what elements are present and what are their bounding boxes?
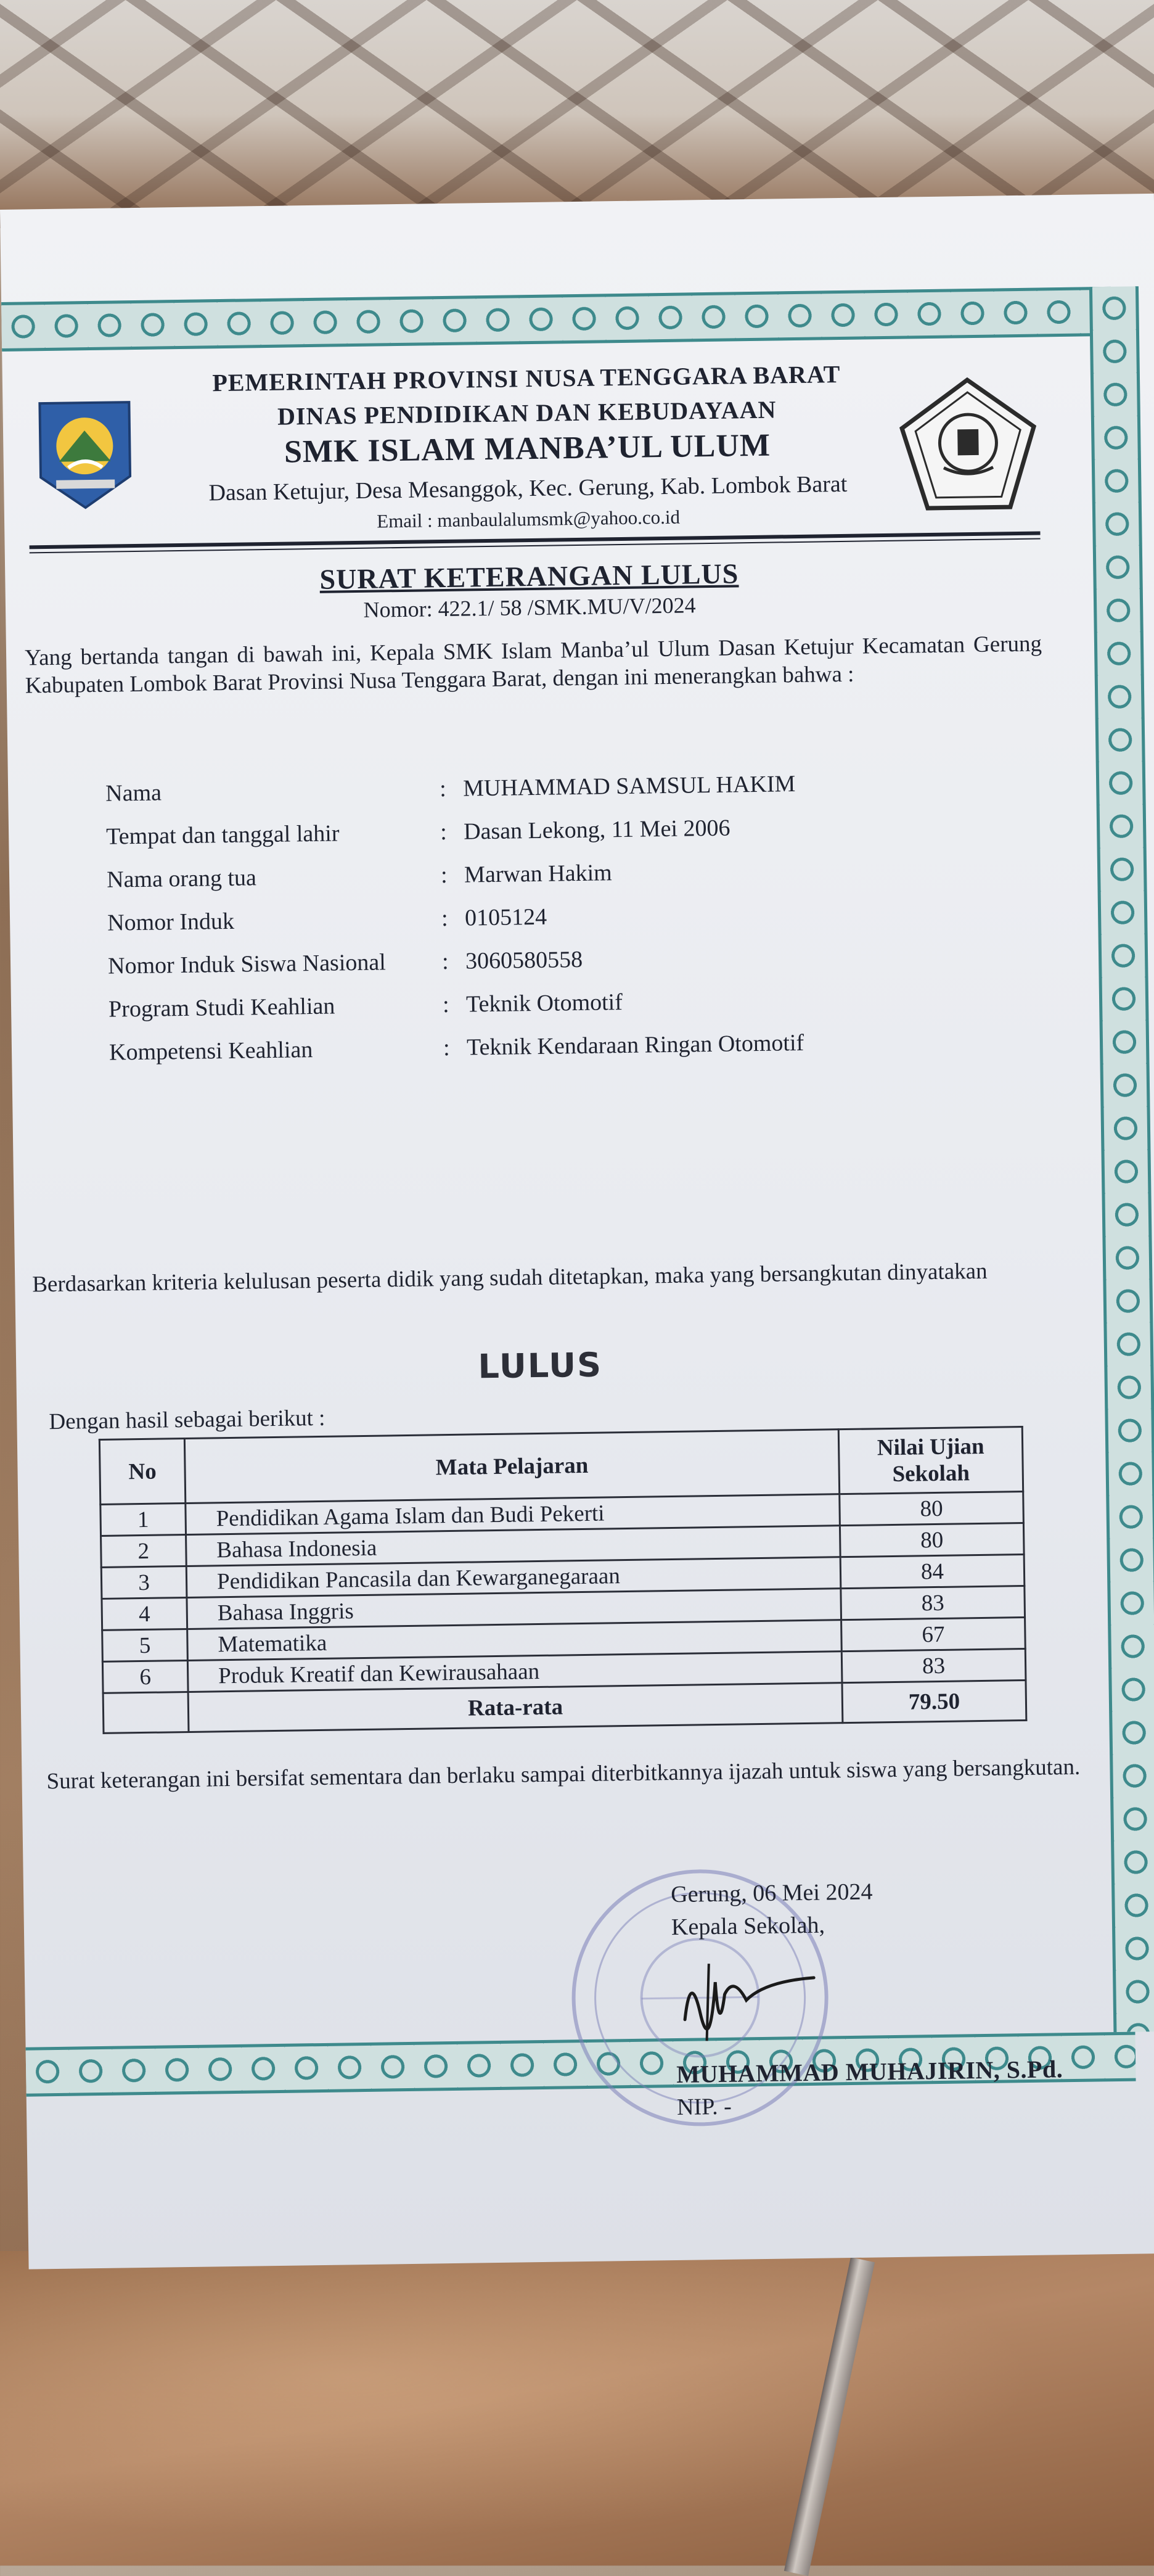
header-score-line2: Sekolah: [892, 1460, 970, 1487]
grades-table: [99, 1426, 1028, 1734]
field-label-birth: Tempat dan tanggal lahir: [105, 820, 340, 850]
ornamental-border-top: [1, 287, 1111, 352]
handwritten-signature: [672, 1956, 821, 2044]
field-value-name: MUHAMMAD SAMSUL HAKIM: [462, 771, 796, 802]
signature-name: MUHAMMAD MUHAJIRIN, S.Pd.: [676, 2055, 1063, 2088]
field-label-name: Nama: [105, 780, 162, 807]
field-label-competency: Kompetensi Keahlian: [108, 1037, 313, 1066]
basis-paragraph: Berdasarkan kriteria kelulusan peserta didik yang sudah ditetapkan, maka yang bersangkutan dinyatakan: [32, 1258, 988, 1298]
field-value-birth: Dasan Lekong, 11 Mei 2006: [463, 815, 730, 845]
header-school-name: SMK ISLAM MANBA’UL ULUM: [284, 427, 771, 470]
header-address: Dasan Ketujur, Desa Mesanggok, Kec. Gerung, Kab. Lombok Barat: [208, 471, 848, 506]
row-subject: Bahasa Inggris: [187, 1589, 841, 1629]
intro-paragraph: Yang bertanda tangan di bawah ini, Kepala SMK Islam Manba’ul Ulum Dasan Ketujur Kecamatan Gerung Kabupaten Lombok Barat Provinsi Nusa Tenggara Barat, dengan ini menerangkan bahwa :: [24, 631, 1042, 699]
field-colon: :: [441, 905, 448, 932]
row-no: 2: [101, 1534, 187, 1567]
closing-paragraph: Surat keterangan ini bersifat sementara dan berlaku sampai diterbitkannya ijazah untuk siswa yang bersangkutan.: [46, 1754, 1081, 1795]
row-no: 3: [101, 1566, 187, 1599]
row-no: 5: [102, 1629, 188, 1661]
header-email: Email : manbaulalumsmk@yahoo.co.id: [376, 506, 681, 532]
field-value-parent: Marwan Hakim: [464, 860, 612, 888]
row-no: 1: [100, 1504, 186, 1536]
row-score: 83: [841, 1649, 1026, 1683]
background-floor-top: [0, 0, 1154, 228]
average-no-cell: [103, 1692, 189, 1733]
result-intro: Dengan hasil sebagai berikut :: [49, 1405, 325, 1435]
field-colon: :: [439, 775, 447, 802]
background-floor-bottom: [0, 2251, 1154, 2566]
table-header-row: [99, 1427, 1023, 1505]
field-colon: :: [441, 948, 449, 975]
field-label-program: Program Studi Keahlian: [108, 993, 335, 1023]
row-score: 84: [840, 1555, 1025, 1589]
field-label-student-number: Nomor Induk: [107, 908, 235, 936]
province-emblem-icon: [33, 396, 137, 514]
signature-nip: NIP. -: [676, 2093, 732, 2120]
row-no: 6: [102, 1660, 188, 1693]
signature-role: Kepala Sekolah,: [671, 1912, 825, 1941]
row-score: 83: [841, 1586, 1025, 1620]
row-subject: Pendidikan Pancasila dan Kewarganegaraan: [186, 1557, 841, 1598]
graduation-verdict: LULUS: [478, 1345, 603, 1386]
field-colon: :: [440, 818, 448, 846]
row-score: 80: [840, 1492, 1024, 1526]
row-subject: Matematika: [187, 1620, 842, 1661]
header-score: [838, 1427, 1023, 1494]
header-no: No: [99, 1439, 185, 1505]
header-subject: Mata Pelajaran: [184, 1430, 839, 1504]
signature-place-date: Gerung, 06 Mei 2024: [670, 1879, 873, 1908]
field-colon: :: [442, 991, 449, 1018]
header-department-line: DINAS PENDIDIKAN DAN KEBUDAYAAN: [277, 395, 777, 430]
average-value: 79.50: [842, 1681, 1026, 1723]
average-label: Rata-rata: [188, 1683, 843, 1732]
certificate-paper: [0, 194, 1154, 2269]
header-government-line: PEMERINTAH PROVINSI NUSA TENGGARA BARAT: [212, 360, 841, 397]
row-subject: Bahasa Indonesia: [186, 1526, 841, 1566]
school-logo-icon: [896, 374, 1040, 518]
row-score: 80: [840, 1523, 1024, 1557]
field-value-nisn: 3060580558: [465, 946, 583, 974]
header-score-line1: Nilai Ujian: [877, 1433, 984, 1461]
field-label-parent: Nama orang tua: [106, 865, 257, 893]
document-title: SURAT KETERANGAN LULUS: [319, 558, 739, 595]
row-no: 4: [102, 1597, 187, 1630]
row-subject: Pendidikan Agama Islam dan Budi Pekerti: [186, 1494, 840, 1535]
row-score: 67: [841, 1618, 1026, 1652]
row-subject: Produk Kreatif dan Kewirausahaan: [187, 1652, 842, 1692]
field-colon: :: [440, 862, 448, 889]
field-value-student-number: 0105124: [464, 903, 547, 931]
field-value-program: Teknik Otomotif: [465, 989, 623, 1018]
field-colon: :: [443, 1034, 450, 1061]
field-label-nisn: Nomor Induk Siswa Nasional: [107, 949, 387, 979]
document-number: Nomor: 422.1/ 58 /SMK.MU/V/2024: [363, 593, 696, 622]
field-value-competency: Teknik Kendaraan Ringan Otomotif: [466, 1029, 804, 1061]
